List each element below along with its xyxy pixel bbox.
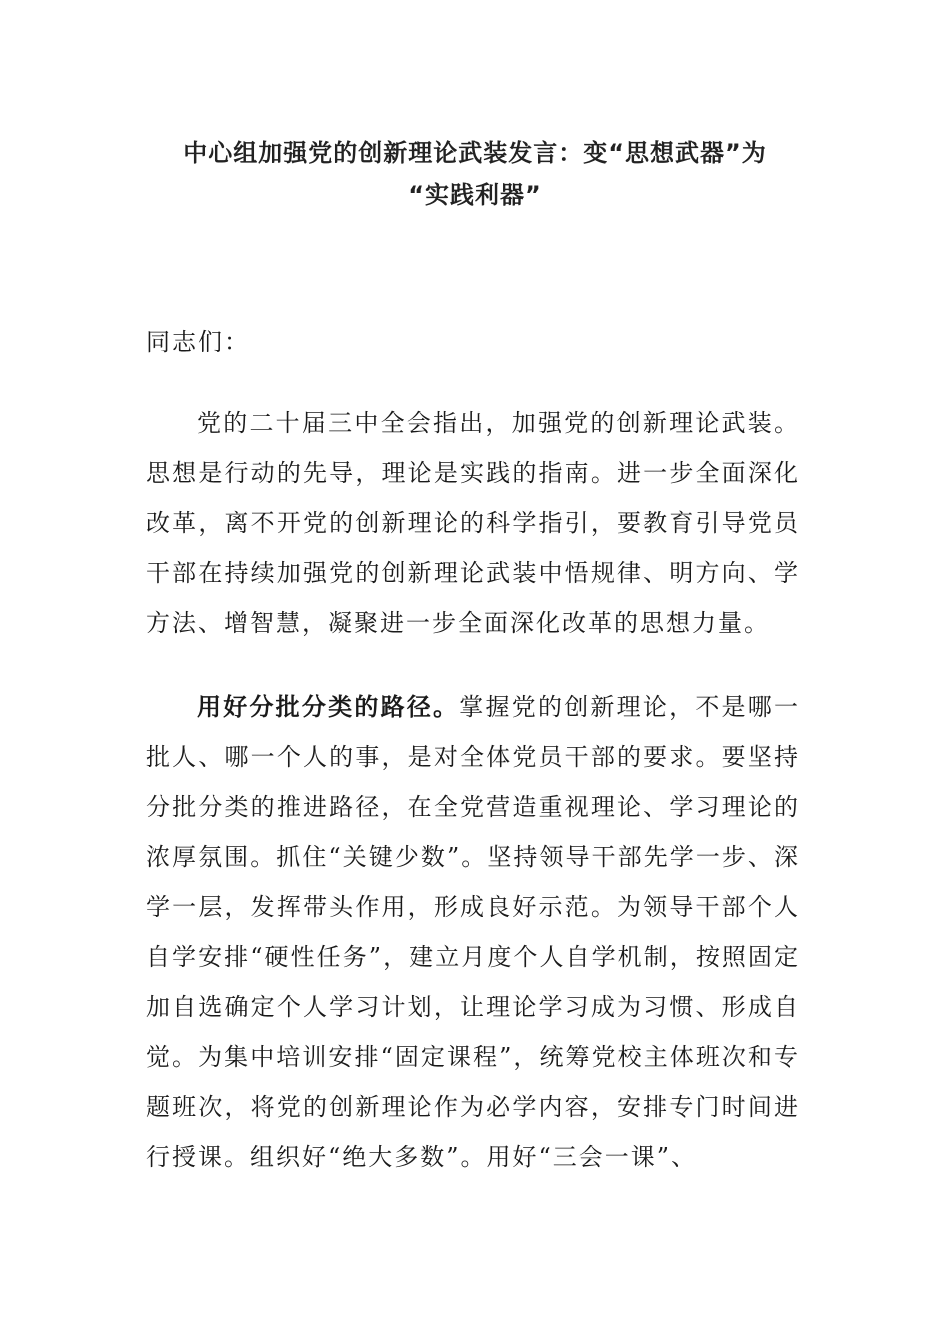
paragraph-1: 党的二十届三中全会指出，加强党的创新理论武装。思想是行动的先导，理论是实践的指南。进一步全面深化改革，离不开党的创新理论的科学指引，要教育引导党员干部在持续加强党的创新理论武装中悟规律、明方向、学方法、增智慧，凝聚进一步全面深化改革的思想力量。 [146,409,800,637]
paragraph-2 [146,682,800,1182]
document-title [150,132,800,216]
paragraph-2-lead: 用好分批分类的路径。 [197,693,460,721]
title-line-1: 中心组加强党的创新理论武装发言：变“思想武器”为 [183,139,767,167]
salutation: 同志们： [146,328,250,356]
title-line-2: “实践利器” [408,181,542,209]
paragraph-2-body: 掌握党的创新理论，不是哪一批人、哪一个人的事，是对全体党员干部的要求。要坚持分批分类的推进路径，在全党营造重视理论、学习理论的浓厚氛围。抓住“关键少数”。坚持领导干部先学一步、深学一层，发挥带头作用，形成良好示范。为领导干部个人自学安排“硬性任务”，建立月度个人自学机制，按照固定加自选确定个人学习计划，让理论学习成为习惯、形成自觉。为集中培训安排“固定课程”，统筹党校主体班次和专题班次，将党的创新理论作为必学内容，安排专门时间进行授课。组织好“绝大多数”。用好“三会一课”、 [146,693,801,1171]
